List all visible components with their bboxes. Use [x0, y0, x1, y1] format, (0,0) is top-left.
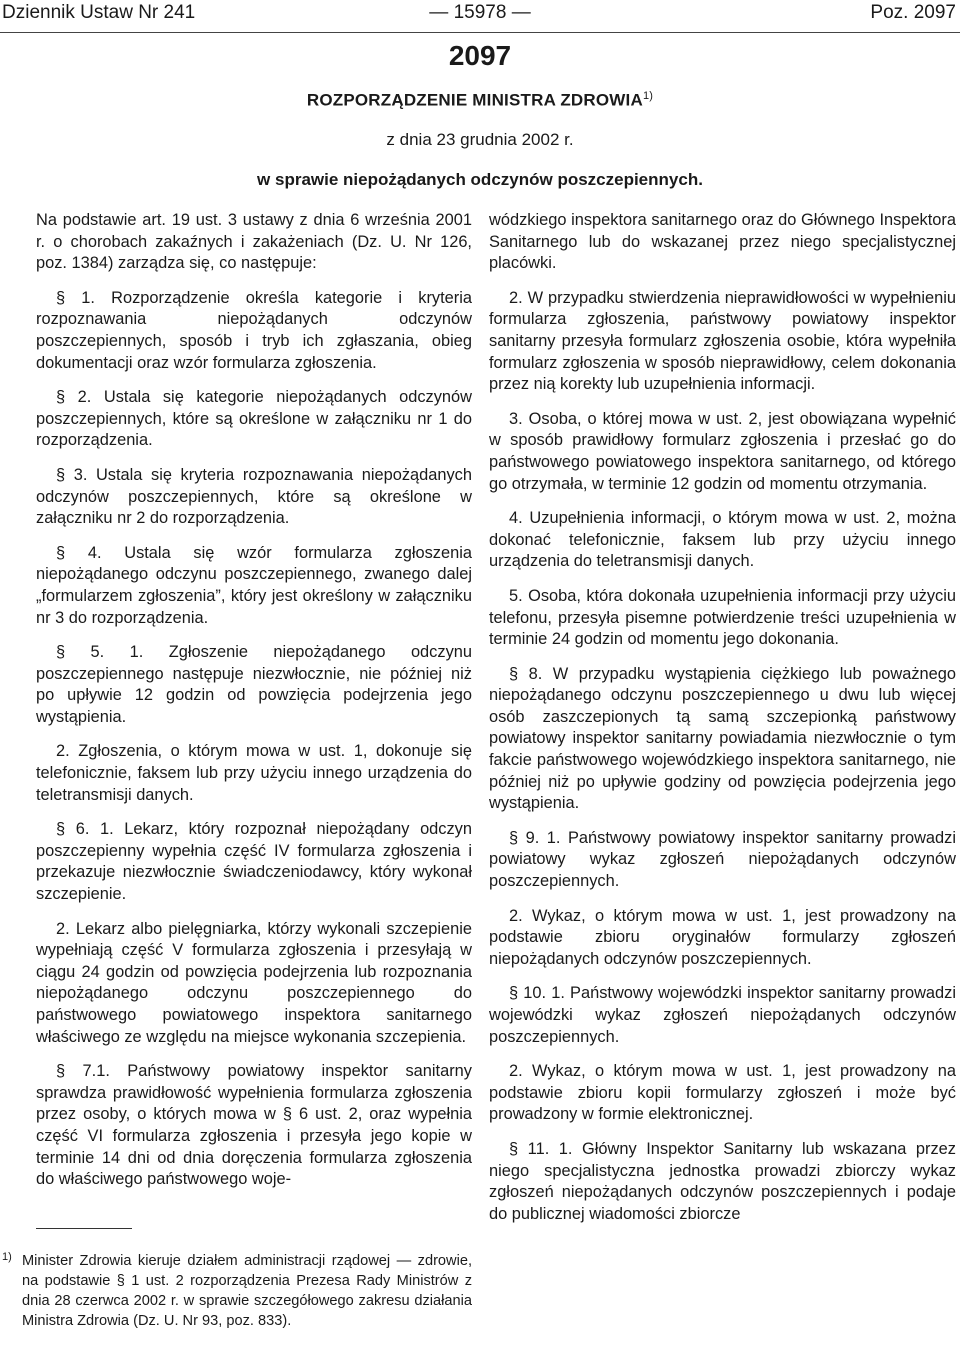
paragraph: 2. W przypadku stwierdzenia nieprawidłowości w wypełnieniu formularza zgłoszenia, państwowy powiatowy inspektor sanitarny przesyła formularz zgłoszenia osobie, która wypełniła formularz zgłoszenia w sposób nieprawidłowy, celem dokonania przez nią korekty lub uzupełnienia informacji. — [489, 288, 956, 394]
footnote — [0, 1228, 472, 1331]
paragraph: § 11. 1. Główny Inspektor Sanitarny lub wskazana przez niego specjalistyczna jednostka prowadzi zbiorczy wykaz zgłoszeń niepożądanych odczynów poszczepiennych i podaje do publicznej wiadomości zbiorcze — [489, 1139, 956, 1223]
paragraph: § 3. Ustala się kryteria rozpoznawania niepożądanych odczynów poszczepiennych, które są określone w załączniku nr 2 do rozporządzenia. — [36, 465, 472, 528]
paragraph: § 5. 1. Zgłoszenie niepożądanego odczynu poszczepiennego następuje niezwłocznie, nie później niż po upływie 12 godzin od powzięcia podejrzenia jego wystąpienia. — [36, 643, 472, 726]
footnote-mark: 1) — [2, 1251, 12, 1263]
header-rule — [0, 32, 960, 33]
paragraph: 2. Lekarz albo pielęgniarka, którzy wykonali szczepienie wypełniają część V formularza zgłoszenia i przesyłają w ciągu 24 godzin od powzięcia podejrzenia lub rozpoznania niepożądanego odczynu poszczepiennego do państwowego powiatowego inspektora sanitarnego właściwego ze względu na miejsce wykonania szczepienia. — [36, 919, 472, 1046]
paragraph: Na podstawie art. 19 ust. 3 ustawy z dnia 6 września 2001 r. o chorobach zakaźnych i zakażeniach (Dz. U. Nr 126, poz. 1384) zarządza się, co następuje: — [36, 211, 472, 273]
paragraph: § 9. 1. Państwowy powiatowy inspektor sanitarny prowadzi powiatowy wykaz zgłoszeń niepożądanych odczynów poszczepiennych. — [489, 828, 956, 891]
act-number: 2097 — [448, 40, 512, 71]
paragraph: § 10. 1. Państwowy wojewódzki inspektor sanitarny prowadzi wojewódzki wykaz zgłoszeń niepożądanych odczynów poszczepiennych. — [489, 984, 956, 1046]
act-date: z dnia 23 grudnia 2002 r. — [386, 130, 574, 149]
paragraph: § 7.1. Państwowy powiatowy inspektor sanitarny sprawdza prawidłowość wypełnienia formularza zgłoszenia przez osoby, o których mowa w § 6 ust. 2, oraz wypełnia część VI formularza zgłoszenia i przesyła jego kopie w terminie 14 dni od dnia doręczenia formularza zgłoszenia do właściwego państwowego woje- — [36, 1062, 472, 1189]
footnote-body — [0, 1251, 472, 1331]
footnote-ref: 1) — [642, 90, 654, 102]
footnote-text: Minister Zdrowia kieruje działem administracji rządowej — zdrowie, na podstawie § 1 ust. 2 rozporządzenia Prezesa Rady Ministrów z dnia 28 czerwca 2002 r. w sprawie szczegółowego zakresu działania Ministra Zdrowia (Dz. U. Nr 93, poz. 833). — [22, 1253, 472, 1329]
journal-name: Dziennik Ustaw Nr 241 — [2, 2, 196, 23]
paragraph: wódzkiego inspektora sanitarnego oraz do Głównego Inspektora Sanitarnego lub do wskazanej przez niego specjalistycznej placówki. — [489, 211, 956, 273]
right-column — [489, 210, 956, 1238]
footnote-rule — [36, 1228, 132, 1251]
paragraph: 3. Osoba, o której mowa w ust. 2, jest obowiązana wypełnić w sposób prawidłowy formularz zgłoszenia i przesłać go do państwowego powiatowego inspektora sanitarnego, od którego go otrzymała, w terminie 12 godzin od momentu otrzymania. — [489, 409, 956, 493]
paragraph: § 4. Ustala się wzór formularza zgłoszenia niepożądanego odczynu poszczepiennego, zwanego dalej „formularzem zgłoszenia”, który jest określony w załączniku nr 3 do rozporządzenia. — [36, 543, 472, 627]
act-subject: w sprawie niepożądanych odczynów poszczepiennych. — [257, 170, 703, 189]
paragraph: 2. Wykaz, o którym mowa w ust. 1, jest prowadzony na podstawie zbioru oryginałów formularzy zgłoszeń niepożądanych odczynów poszczepiennych. — [489, 906, 956, 968]
act-title — [0, 90, 960, 111]
paragraph: § 2. Ustala się kategorie niepożądanych odczynów poszczepiennych, które są określone w załączniku nr 1 do rozporządzenia. — [36, 388, 472, 450]
paragraph: 2. Wykaz, o którym mowa w ust. 1, jest prowadzony na podstawie zbioru kopii formularzy zgłoszeń i może być prowadzony w formie elektronicznej. — [489, 1062, 956, 1124]
act-title-text: ROZPORZĄDZENIE MINISTRA ZDROWIA — [306, 90, 643, 110]
paragraph: 5. Osoba, która dokonała uzupełnienia informacji przy użyciu telefonu, przesyła pisemne potwierdzenie treści uzupełnienia w terminie 24 godzin od momentu jego dokonania. — [489, 586, 956, 649]
left-column — [36, 210, 472, 1204]
paragraph: § 8. W przypadku wystąpienia ciężkiego lub poważnego niepożądanego odczynu poszczepiennego u dwu lub więcej osób zaszczepionych tą samą szczepionką państwowy powiatowy inspektor sanitarny powiadamia niezwłocznie o tym fakcie państwowego wojewódzkiego inspektora sanitarnego, nie później niż po upływie godziny od powzięcia podejrzenia jego wystąpienia. — [489, 664, 956, 813]
page-header — [0, 0, 960, 36]
paragraph: 4. Uzupełnienia informacji, o którym mowa w ust. 2, można dokonać telefonicznie, faksem lub przy użyciu innego urządzenia do teletransmisji danych. — [489, 509, 956, 571]
paragraph: § 6. 1. Lekarz, który rozpoznał niepożądany odczyn poszczepienny wypełnia część IV formularza zgłoszenia i przekazuje niezwłocznie świadczeniodawcy, który wykonał szczepienie. — [36, 820, 472, 904]
page-number: — 15978 — — [429, 2, 531, 23]
paragraph: § 1. Rozporządzenie określa kategorie i kryteria rozpoznawania niepożądanych odczynów poszczepiennych, sposób i tryb ich zgłaszania, obieg dokumentacji oraz wzór formularza zgłoszenia. — [36, 288, 472, 372]
paragraph: 2. Zgłoszenia, o którym mowa w ust. 1, dokonuje się telefonicznie, faksem lub przy użyciu innego urządzenia do teletransmisji danych. — [36, 742, 472, 804]
position-number: Poz. 2097 — [870, 2, 956, 23]
